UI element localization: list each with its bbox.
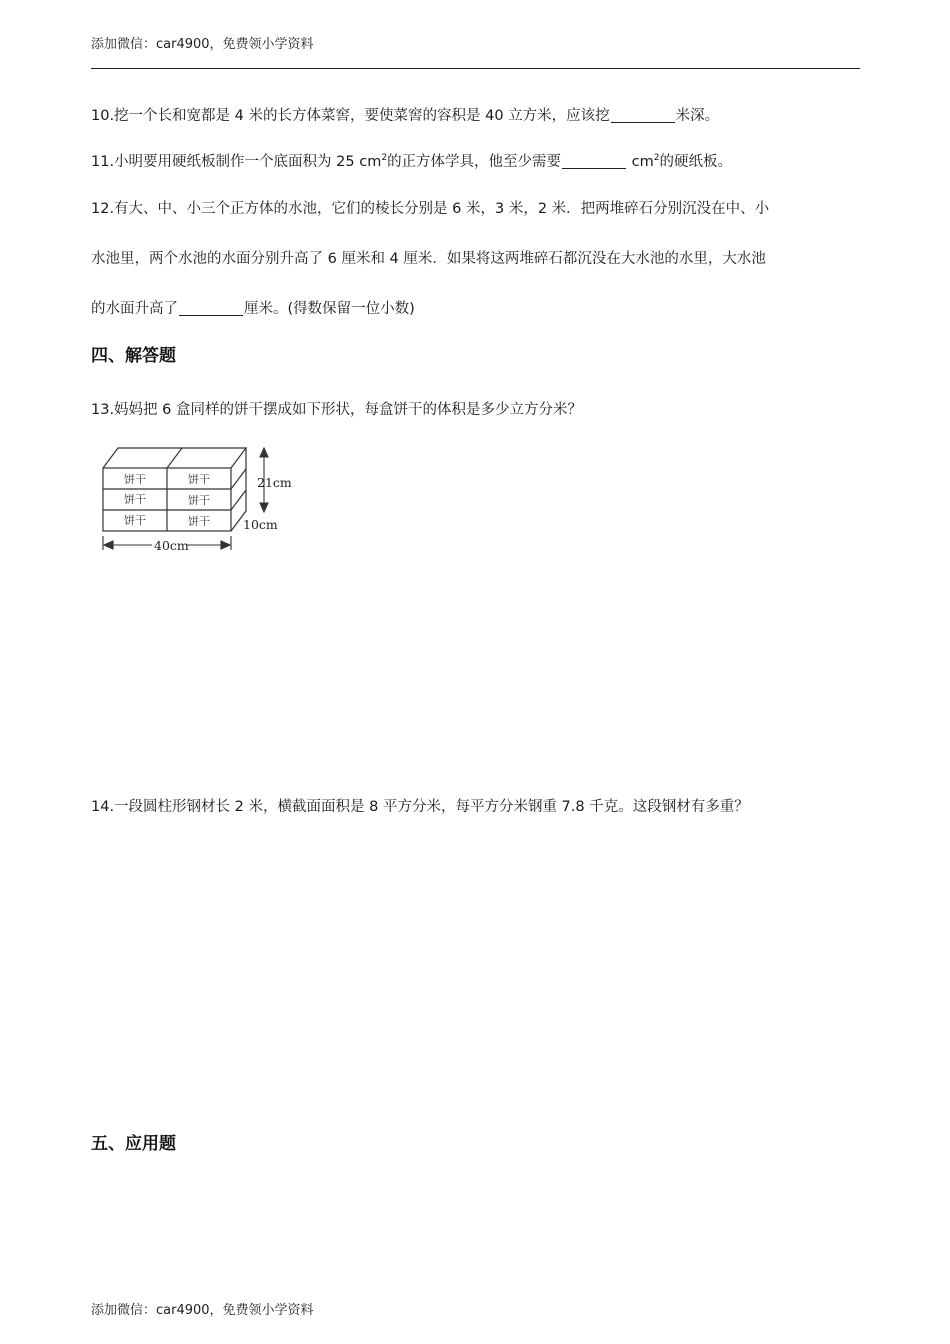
- box-label: 饼干: [124, 514, 146, 527]
- box-label: 饼干: [188, 494, 210, 507]
- width-label: 40cm: [154, 538, 189, 553]
- biscuit-boxes-figure: [96, 440, 306, 560]
- page-footer: 添加微信：car4900，免费领小学资料: [91, 1303, 314, 1318]
- q11-unit: cm: [627, 154, 654, 170]
- q12-text: 的水面升高了: [91, 301, 178, 317]
- question-12-line-2: 水池里，两个水池的水面分别升高了 6 厘米和 4 厘米．如果将这两堆碎石都沉没在大水池的水里，大水池: [91, 251, 766, 267]
- q11-unit-superscript: 2: [653, 153, 660, 163]
- box-label: 饼干: [124, 473, 146, 486]
- box-label: 饼干: [188, 473, 210, 486]
- header-divider: [91, 68, 860, 69]
- question-11: [91, 150, 732, 171]
- question-12-line-1: 12.有大、中、小三个正方体的水池，它们的棱长分别是 6 米，3 米，2 米．把两堆碎石分别沉没在中、小: [91, 201, 770, 217]
- question-14: 14.一段圆柱形钢材长 2 米，横截面面积是 8 平方分米，每平方分米钢重 7.8 千克。这段钢材有多重？: [91, 799, 749, 815]
- section-5-title: 五、应用题: [91, 1134, 176, 1154]
- box-label: 饼干: [124, 493, 146, 506]
- page-header: 添加微信：car4900，免费领小学资料: [91, 37, 314, 52]
- question-13: 13.妈妈把 6 盒同样的饼干摆成如下形状，每盒饼干的体积是多少立方分米？: [91, 402, 583, 418]
- q10-answer-blank: [611, 108, 675, 124]
- q11-superscript: 2: [381, 153, 388, 163]
- q10-text: 10.挖一个长和宽都是 4 米的长方体菜窖，要使菜窖的容积是 40 立方米，应该挖: [91, 108, 610, 124]
- q10-text-end: 米深。: [675, 108, 720, 124]
- q11-answer-blank: [562, 154, 626, 170]
- section-4-title: 四、解答题: [91, 346, 176, 366]
- height-label: 21cm: [257, 475, 292, 490]
- q11-text: 11.小明要用硬纸板制作一个底面积为 25 cm: [91, 154, 382, 170]
- q12-text-end: 厘米。(得数保留一位小数): [244, 301, 415, 317]
- box-label: 饼干: [188, 515, 210, 528]
- question-12-line-3: [91, 297, 415, 318]
- depth-label: 10cm: [243, 517, 278, 532]
- q11-text-end: 的硬纸板。: [659, 154, 733, 170]
- q11-text-middle: 的正方体学具，他至少需要: [387, 154, 562, 170]
- q12-answer-blank: [179, 301, 243, 317]
- question-10: [91, 104, 719, 125]
